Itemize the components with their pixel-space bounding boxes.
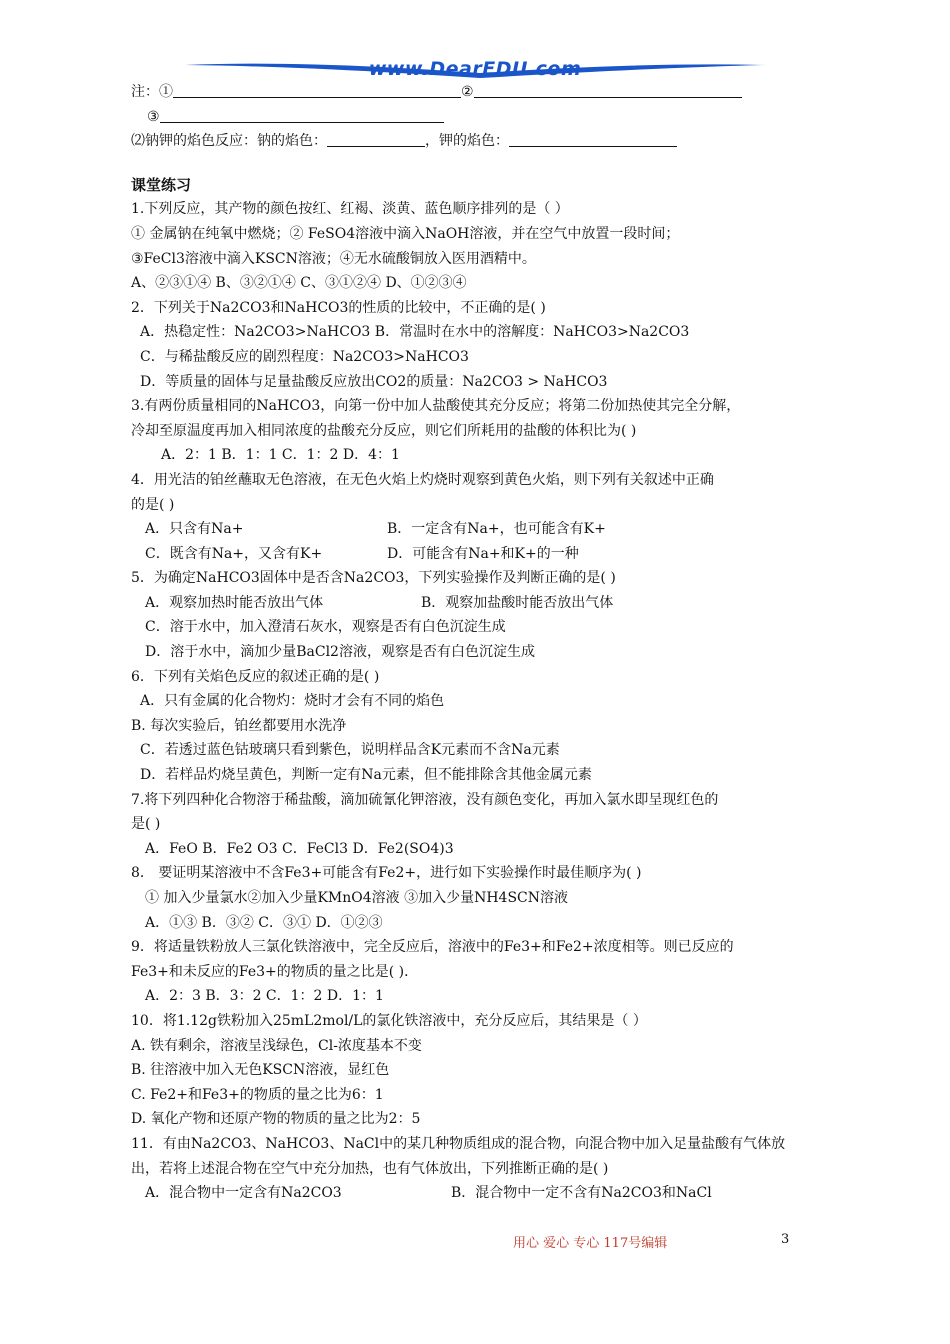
question-9: 9．将适量铁粉放人三氯化铁溶液中，完全反应后，溶液中的Fe3+和Fe2+浓度相等。则已反应的 [131, 939, 734, 956]
blank-1 [173, 80, 461, 98]
question-11: 11．有由Na2CO3、NaHCO3、NaCl中的某几种物质组成的混合物，向混合物中加入足量盐酸有气体放 [131, 1135, 786, 1152]
question-9-options: A．2：3 B．3：2 C．1：2 D．1：1 [145, 988, 384, 1005]
blank-3 [160, 105, 444, 123]
question-7-cont: 是( ) [131, 816, 161, 833]
question-6-option: B. 每次实验后，铂丝都要用水洗净 [131, 717, 347, 734]
section-title: 课堂练习 [131, 175, 192, 194]
question-1: 1.下列反应，其产物的颜色按红、红褐、淡黄、蓝色顺序排列的是（ ） [131, 201, 569, 218]
question-7: 7.将下列四种化合物溶于稀盐酸，滴加硫氰化钾溶液，没有颜色变化，再加入氯水即呈现红色的 [131, 791, 719, 808]
blank-potassium [509, 129, 677, 147]
flame-mid-text: ，钾的焰色： [425, 133, 509, 150]
note-line-2 [131, 105, 831, 130]
option-d: D．可能含有Na+和K+的一种 [387, 545, 579, 562]
option-b: B．混合物中一定不含有Na2CO3和NaCl [451, 1185, 712, 1202]
option-b: B．观察加盐酸时能否放出气体 [421, 594, 614, 611]
question-3: 3.有两份质量相同的NaHCO3，向第一份中加人盐酸使其充分反应；将第二份加热使其完全分解， [131, 398, 741, 415]
option-a: A．只含有Na+ [145, 521, 244, 538]
question-10-option: B. 往溶液中加入无色KSCN溶液，显红色 [131, 1062, 390, 1079]
question-4-cont: 的是( ) [131, 496, 175, 513]
blank-sodium [327, 129, 425, 147]
question-5-option: D．溶于水中，滴加少量BaCl2溶液，观察是否有白色沉淀生成 [145, 644, 535, 661]
question-4: 4．用光洁的铂丝蘸取无色溶液，在无色火焰上灼烧时观察到黄色火焰，则下列有关叙述中正确 [131, 471, 714, 488]
question-1-options: A、②③①④ B、③②①④ C、③①②④ D、①②③④ [131, 275, 467, 292]
question-1-item: ③FeCl3溶液中滴入KSCN溶液；④无水硫酸铜放入医用酒精中。 [131, 250, 536, 267]
footer-text: 用心 爱心 专心 117号编辑 [513, 1236, 668, 1251]
option-a: A．混合物中一定含有Na2CO3 [145, 1185, 342, 1202]
question-3-options: A．2：1 B．1：1 C．1：2 D．4：1 [161, 447, 400, 464]
question-2: 2．下列关于Na2CO3和NaHCO3的性质的比较中，不正确的是( ) [131, 299, 546, 316]
question-8-options: A．①③ B．③② C．③① D．①②③ [145, 914, 383, 931]
blank-2 [474, 80, 742, 98]
question-2-option: C．与稀盐酸反应的剧烈程度：Na2CO3>NaHCO3 [140, 348, 469, 365]
question-9-cont: Fe3+和未反应的Fe3+的物质的量之比是( )． [131, 963, 419, 980]
question-6: 6．下列有关焰色反应的叙述正确的是( ) [131, 668, 380, 685]
question-3-cont: 冷却至原温度再加入相同浓度的盐酸充分反应，则它们所耗用的盐酸的体积比为( ) [131, 422, 637, 439]
question-11-options [131, 1181, 831, 1206]
question-11-cont: 出，若将上述混合物在空气中充分加热，也有气体放出，下列推断正确的是( ) [131, 1160, 609, 1177]
flame-question-text: ⑵钠钾的焰色反应：钠的焰色： [131, 133, 327, 150]
question-6-option: A．只有金属的化合物灼：烧时才会有不同的焰色 [140, 693, 445, 710]
question-5-option: C．溶于水中，加入澄清石灰水，观察是否有白色沉淀生成 [145, 619, 506, 636]
flame-question [131, 129, 831, 154]
note-line [131, 80, 831, 105]
option-b: B．一定含有Na+，也可能含有K+ [387, 521, 606, 538]
question-8-steps: ① 加入少量氯水②加入少量KMnO4溶液 ③加入少量NH4SCN溶液 [145, 890, 569, 906]
document-body [131, 80, 831, 1206]
question-4-options [131, 517, 831, 542]
question-6-option: D．若样品灼烧呈黄色，判断一定有Na元素，但不能排除含其他金属元素 [140, 767, 592, 784]
question-8: 8． 要证明某溶液中不含Fe3+可能含有Fe2+，进行如下实验操作时最佳顺序为( ) [131, 865, 642, 882]
option-c: C．既含有Na+，又含有K+ [145, 545, 323, 562]
question-10-option: A. 铁有剩余，溶液呈浅绿色，Cl-浓度基本不变 [131, 1037, 422, 1054]
question-7-options: A．FeO B．Fe2 O3 C．FeCl3 D．Fe2(SO4)3 [145, 840, 454, 857]
note-circle-3: ③ [147, 108, 160, 125]
question-10-option: D. 氧化产物和还原产物的物质的量之比为2：5 [131, 1111, 421, 1128]
question-10: 10．将1.12g铁粉加入25mL2mol/L的氯化铁溶液中，充分反应后，其结果是（ ） [131, 1012, 647, 1029]
question-4-options [131, 542, 831, 567]
question-5: 5．为确定NaHCO3固体中是否含Na2CO3，下列实验操作及判断正确的是( ) [131, 570, 616, 587]
option-a: A．观察加热时能否放出气体 [145, 594, 324, 611]
question-10-option: C. Fe2+和Fe3+的物质的量之比为6：1 [131, 1086, 384, 1103]
question-6-option: C．若透过蓝色钴玻璃只看到紫色，说明样品含K元素而不含Na元素 [140, 742, 560, 759]
question-1-item: ① 金属钠在纯氧中燃烧；② FeSO4溶液中滴入NaOH溶液，并在空气中放置一段时间； [131, 225, 680, 242]
question-5-options [131, 591, 831, 616]
note-prefix: 注：① [131, 84, 173, 100]
page-number: 3 [781, 1232, 790, 1247]
logo-text: www.DearEDU.com [368, 58, 582, 80]
question-2-option: D．等质量的固体与足量盐酸反应放出CO2的质量：Na2CO3 > NaHCO3 [140, 373, 608, 390]
note-circle-2: ② [461, 84, 474, 100]
question-2-option: A．热稳定性：Na2CO3>NaHCO3 B．常温时在水中的溶解度：NaHCO3>Na2CO3 [140, 324, 690, 341]
